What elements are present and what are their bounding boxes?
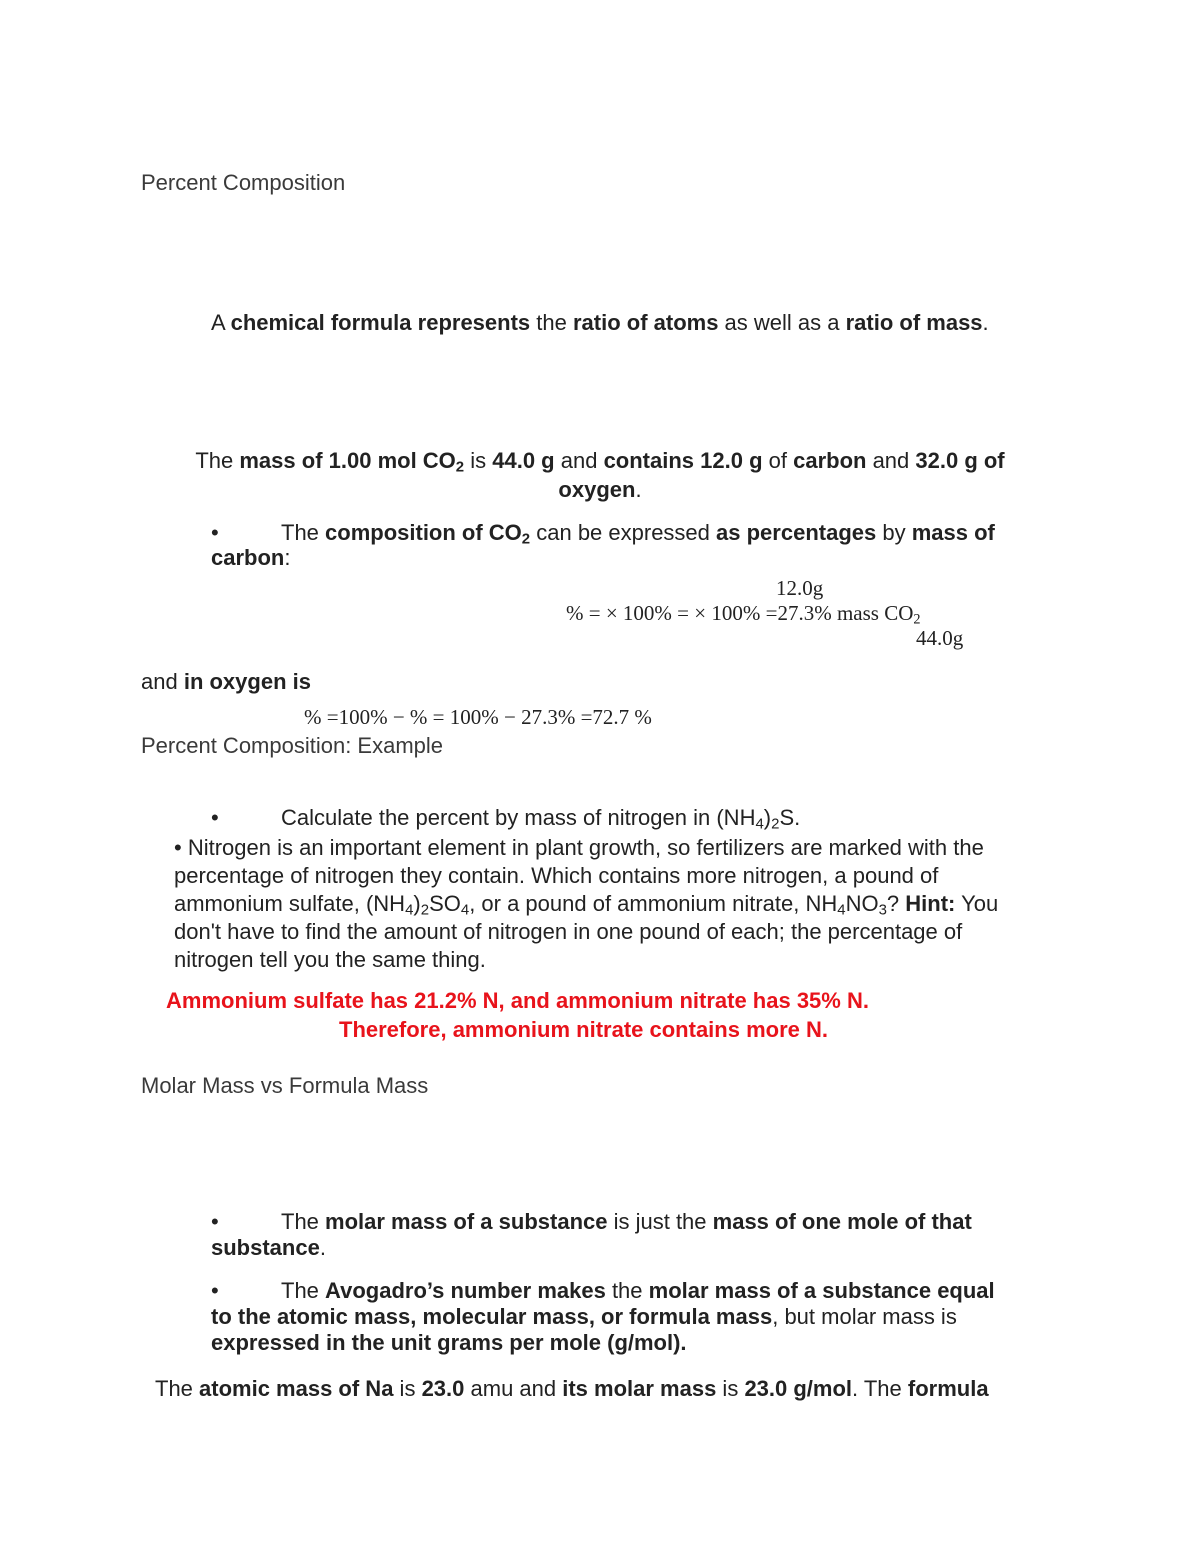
text: S. [779, 805, 801, 830]
bold-text: in oxygen is [183, 669, 311, 694]
bold-text: molar mass of a substance [325, 1209, 608, 1234]
section-heading-molar-mass: Molar Mass vs Formula Mass [141, 1073, 429, 1098]
text: NO [845, 891, 879, 916]
bold-text: substance [211, 1235, 320, 1260]
text: of [762, 448, 794, 473]
text: The [281, 520, 326, 545]
co2-mass-line-1 [0, 447, 1200, 475]
bold-text: mass of one mole of that [712, 1209, 972, 1234]
molar-mass-bullet-line-1 [211, 1208, 972, 1236]
avogadro-bullet-line-3 [211, 1329, 687, 1357]
text: . [319, 1235, 326, 1260]
avogadro-bullet-line-2 [211, 1303, 957, 1331]
text: Calculate the percent by mass of nitrogen in (NH [281, 805, 756, 830]
subscript: 2 [420, 901, 430, 919]
carbon-percent-equation [566, 601, 921, 626]
subscript: 4 [755, 815, 764, 833]
text: is just the [607, 1209, 713, 1234]
composition-bullet-line-1 [211, 519, 995, 547]
bold-text: carbon [793, 448, 867, 473]
co2-mass-line-2 [0, 476, 1200, 504]
avogadro-bullet-line-1 [211, 1277, 995, 1305]
bold-text: contains 12.0 g [603, 448, 763, 473]
text: is [464, 448, 493, 473]
bullet-glyph: • [211, 520, 219, 545]
text: SO [429, 891, 461, 916]
bold-text: carbon [211, 545, 285, 570]
bold-text: chemical formula represents [230, 310, 531, 335]
bold-text: to the atomic mass, molecular mass, or formula mass [211, 1304, 773, 1329]
text: The [281, 1278, 326, 1303]
text: is [393, 1376, 422, 1401]
text: , but molar mass is [772, 1304, 957, 1329]
text: can be expressed [530, 520, 717, 545]
text: . The [852, 1376, 908, 1401]
subscript: 2 [455, 458, 465, 476]
calculate-bullet [211, 804, 800, 832]
nitrogen-para-line-5: nitrogen tell you the same thing. [174, 947, 486, 972]
bold-text: atomic mass of Na [199, 1376, 394, 1401]
subscript: 2 [913, 611, 921, 628]
bold-text: 23.0 [421, 1376, 465, 1401]
composition-bullet-line-2 [211, 544, 290, 572]
subscript: 4 [405, 901, 414, 919]
text: by [876, 520, 912, 545]
text: the [530, 310, 573, 335]
text: A [211, 310, 231, 335]
nitrogen-para-line-3 [174, 890, 998, 918]
bold-text: expressed in the unit grams per mole (g/mol). [211, 1330, 687, 1355]
section-heading-example: Percent Composition: Example [141, 733, 444, 758]
bullet-glyph: • [211, 1278, 219, 1303]
text: ammonium sulfate, (NH [174, 891, 406, 916]
text: and [141, 669, 184, 694]
text: ) [763, 805, 772, 830]
bullet-glyph: • [211, 1209, 219, 1234]
bold-text: oxygen [558, 477, 636, 502]
hint-label: Hint: [905, 891, 956, 916]
text: . [982, 310, 989, 335]
subscript: 2 [771, 815, 780, 833]
text: and [866, 448, 916, 473]
bold-text: mass of [911, 520, 995, 545]
answer-line-2: Therefore, ammonium nitrate contains more N. [339, 1017, 828, 1042]
text: The [281, 1209, 326, 1234]
bold-text: as percentages [716, 520, 877, 545]
oxygen-intro [141, 668, 311, 696]
bold-text: ratio of atoms [572, 310, 719, 335]
text: The [195, 448, 240, 473]
text: The [155, 1376, 200, 1401]
text: and [554, 448, 604, 473]
bold-text: its molar mass [562, 1376, 717, 1401]
bold-text: molar mass of a substance equal [648, 1278, 995, 1303]
bold-text: mass of 1.00 mol CO [239, 448, 456, 473]
text: You [955, 891, 999, 916]
atomic-mass-na-line [155, 1375, 989, 1403]
text: , or a pound of ammonium nitrate, NH [469, 891, 838, 916]
nitrogen-para-line-2: percentage of nitrogen they contain. Which contains more nitrogen, a pound of [174, 863, 939, 888]
bold-text: 44.0 g [492, 448, 555, 473]
text: ) [413, 891, 421, 916]
bold-text: composition of CO [325, 520, 522, 545]
oxygen-percent-equation: % =100% − % = 100% − 27.3% =72.7 % [304, 705, 652, 729]
text: the [605, 1278, 649, 1303]
bold-text: ratio of mass [845, 310, 983, 335]
subscript: 4 [460, 901, 470, 919]
bold-text: Avogadro’s number makes [325, 1278, 606, 1303]
subscript: 4 [837, 901, 846, 919]
bullet-glyph: • [211, 805, 219, 830]
text: amu and [464, 1376, 563, 1401]
text: : [284, 545, 291, 570]
answer-line-1: Ammonium sulfate has 21.2% N, and ammonium nitrate has 35% N. [166, 988, 869, 1013]
intro-sentence [211, 309, 989, 337]
text: is [716, 1376, 745, 1401]
equation-text: % = × 100% = × 100% =27.3% mass CO [566, 601, 914, 625]
molar-mass-bullet-line-2 [211, 1234, 326, 1262]
bold-text: 32.0 g of [915, 448, 1005, 473]
text: ? [886, 891, 906, 916]
equation-denominator: 44.0g [916, 626, 964, 650]
text: as well as a [718, 310, 846, 335]
bold-text: formula [907, 1376, 989, 1401]
text: . [635, 477, 642, 502]
nitrogen-para-line-1: • Nitrogen is an important element in plant growth, so fertilizers are marked with the [174, 835, 984, 860]
nitrogen-para-line-4: don't have to find the amount of nitrogen in one pound of each; the percentage of [174, 919, 963, 944]
subscript: 2 [521, 530, 531, 548]
equation-numerator: 12.0g [776, 576, 824, 600]
section-heading-percent-composition: Percent Composition [141, 170, 346, 195]
bold-text: 23.0 g/mol [744, 1376, 853, 1401]
subscript: 3 [878, 901, 887, 919]
